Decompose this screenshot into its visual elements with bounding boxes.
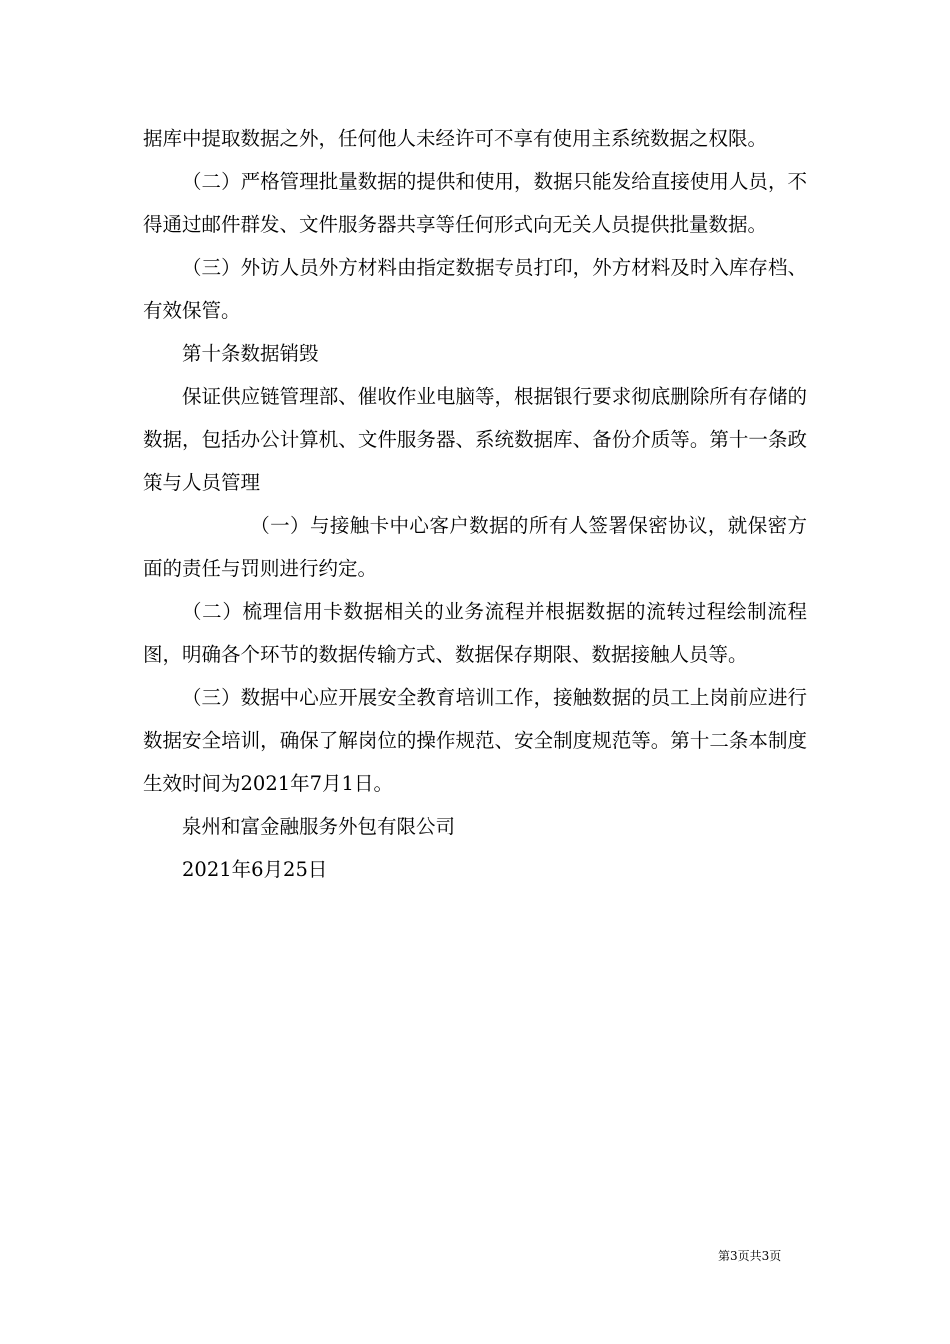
page-number-footer: 第3页共3页 xyxy=(718,1249,782,1263)
paragraph-visit-materials: （三）外访人员外方材料由指定数据专员打印，外方材料及时入库存档、有效保管。 xyxy=(143,256,807,322)
document-date: 2021年6月25日 xyxy=(182,858,328,881)
paragraph-business-process: （二）梳理信用卡数据相关的业务流程并根据数据的流转过程绘制流程图，明确各个环节的数据传输方式、数据保存期限、数据接触人员等。 xyxy=(143,600,807,666)
company-signature: 泉州和富金融服务外包有限公司 xyxy=(182,815,456,838)
paragraph-security-training: （三）数据中心应开展安全教育培训工作，接触数据的员工上岗前应进行数据安全培训，确保了解岗位的操作规范、安全制度规范等。第十二条本制度生效时间为2021年7月1日。 xyxy=(143,686,807,795)
paragraph-bulk-data-management: （二）严格管理批量数据的提供和使用，数据只能发给直接使用人员，不得通过邮件群发、文件服务器共享等任何形式向无关人员提供批量数据。 xyxy=(143,170,807,236)
paragraph-data-destruction: 保证供应链管理部、催收作业电脑等，根据银行要求彻底删除所有存储的数据，包括办公计算机、文件服务器、系统数据库、备份介质等。第十一条政策与人员管理 xyxy=(143,385,807,494)
paragraph-confidentiality-agreement: （一）与接触卡中心客户数据的所有人签署保密协议，就保密方面的责任与罚则进行约定。 xyxy=(143,514,807,580)
paragraph-data-access-rights: 据库中提取数据之外，任何他人未经许可不享有使用主系统数据之权限。 xyxy=(143,127,768,150)
document-body xyxy=(143,117,807,891)
article-ten-heading: 第十条数据销毁 xyxy=(182,342,319,365)
